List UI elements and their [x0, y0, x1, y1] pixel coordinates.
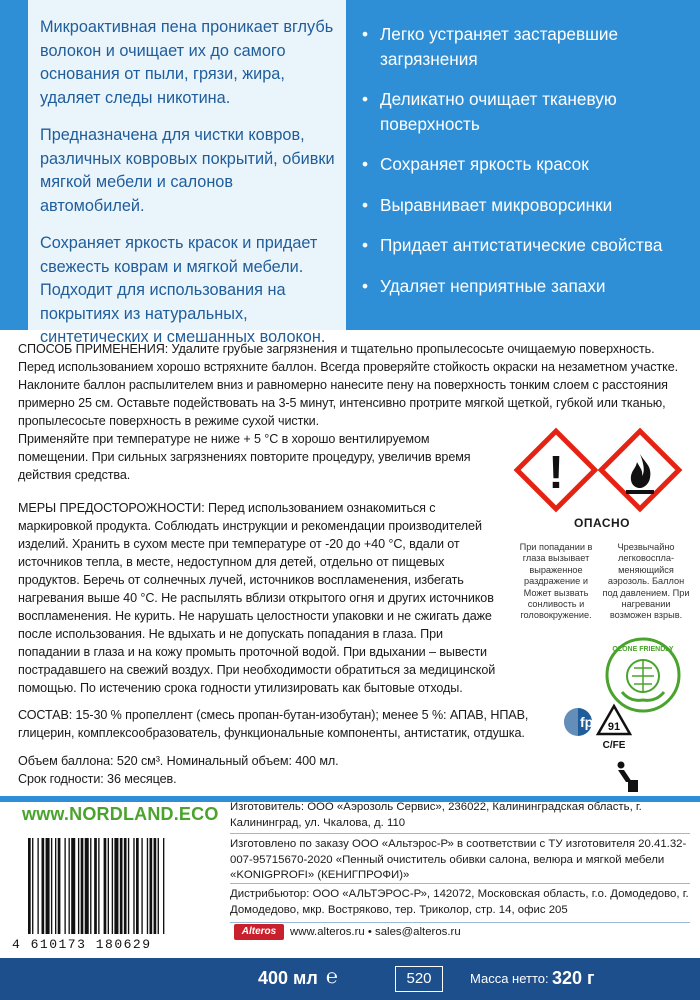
bottom-bar: [0, 958, 700, 1000]
trash-bin-icon: [612, 760, 640, 794]
precautions-text: МЕРЫ ПРЕДОСТОРОЖНОСТИ: Перед использованием ознакомиться с маркировкой продукта. Соблюдать инструкции и рекомендации производителей изделий. Хранить в сухом месте при температуре от -20 до +40 °С, вдали от источников тепла, в месте, недоступном для детей, отдельно от пищевых продуктов. Беречь от солнечных лучей, источников воспламенения, избегать нагревания выше 40 °С. Не распылять вблизи открытого огня и других источников воспламенения. Не курить. Не нарушать целостности упаковки и не сжигать даже после использования. Не вдыхать и не допускать попадания в глаза. При попадании в глаза и на кожу промыть проточной водой. При вдыхании – вывести пострадавшего на свежий воздух. При необходимости обратиться за медицинской помощью. По истечению срока годности утилизировать как бытовые отходы.: [18, 501, 496, 695]
info-divider: [230, 922, 690, 923]
contacts-text: www.alteros.ru • sales@alteros.ru: [290, 926, 461, 938]
alteros-logo: Alteros: [234, 924, 284, 940]
benefit-item: • Придает антистатические свойства: [360, 233, 690, 258]
volume-label: 400 мл: [258, 968, 318, 988]
benefit-item: • Деликатно очищает тканевую поверхность: [360, 87, 690, 136]
recycle-triangle-icon: [598, 706, 630, 751]
barcode-icon: [20, 836, 220, 936]
volume-code-box: 520: [395, 966, 443, 992]
benefit-item: • Удаляет неприятные запахи: [360, 274, 690, 299]
volume-info: Объем баллона: 520 см³. Номинальный объем: 400 мл.: [18, 754, 339, 768]
hazard-note-flammable: Чрезвычайно легковоспла-меняющийся аэрозоль. Баллон под давлением. При нагревании возможен взрыв.: [602, 542, 690, 621]
benefit-item: • Легко устраняет застаревшие загрязнения: [360, 22, 690, 71]
estimated-sign-icon: ℮: [326, 966, 339, 988]
usage-text-temperature: Применяйте при температуре не ниже + 5 °С в хорошо вентилируемом помещении. При сильных загрязнениях повторите процедуру, увеличив время действия средства.: [18, 432, 471, 482]
top-panel: [0, 0, 700, 346]
composition-text: СОСТАВ: 15-30 % пропеллент (смесь пропан-бутан-изобутан); менее 5 %: АПАВ, НПАВ, глицерин, комплексообразователь, функциональные компоненты, антистатик, отдушка.: [18, 708, 529, 740]
distributor-info: Дистрибьютор: ООО «АЛЬТЭРОС-Р», 142072, Московская область, г.о. Домодедово, г. Домодедово, мкр. Востряково, тер. Триколор, стр. 14, офис 205: [230, 888, 689, 916]
info-divider: [230, 833, 690, 834]
manufacturer-info: Изготовитель: ООО «Аэрозоль Сервис», 236022, Калининградская область, г. Калининград, ул. Чкалова, д. 110: [230, 801, 642, 829]
exclamation-mark-icon: !: [548, 446, 564, 498]
shelf-life: Срок годности: 36 месяцев.: [18, 772, 177, 786]
eac-mark-icon: [564, 708, 593, 736]
svg-text:C/FE: C/FE: [602, 740, 626, 751]
description-panel: [28, 0, 346, 346]
order-info: Изготовлено по заказу ООО «Альтэрос-Р» в соответствии с ТУ изготовителя 20.41.32-007-95715670-2020 «Пенный очиститель обивки салона, велюра и мягкой мебели «KONIGPROFI» (КЕНИГПРОФИ)»: [230, 838, 687, 881]
benefit-item: • Выравнивает микроворсинки: [360, 193, 690, 218]
hazard-note-irritation: При попадании в глаза вызывает выраженное раздражение и Может вызвать сонливость и головокружение.: [519, 542, 593, 621]
usage-text-main: СПОСОБ ПРИМЕНЕНИЯ: Удалите грубые загрязнения и тщательно пропылесосьте очищаемую поверхность. Перед использованием хорошо встряхните баллон. Всегда проверяйте стойкость окраски на незаметном участке. Наклоните баллон распылителем вниз и равномерно нанесите пену на поверхность тонким слоем с расстояния примерно 25 см. Оставьте подействовать на 3-5 минут, интенсивно протрите мягкой щеткой, губкой или тканью, пропылесосьте поверхность в режиме сухой чистки.: [18, 342, 679, 428]
danger-signal-word: ОПАСНО: [574, 516, 630, 530]
description-paragraph-1: Микроактивная пена проникает вглубь волокон и очищает их до самого основания от пыли, грязи, жира, удаляет следы никотина.: [40, 18, 334, 107]
certification-logos: [548, 700, 698, 760]
description-paragraph-2: Предназначена для чистки ковров, различных ковровых покрытий, обивки мягкой мебели и салонов автомобилей.: [40, 126, 335, 215]
barcode-number: 4 610173 180629: [12, 937, 152, 952]
ozone-friendly-label: OZONE FRIENDLY: [612, 646, 674, 653]
svg-text:91: 91: [607, 721, 621, 733]
benefit-item: • Сохраняет яркость красок: [360, 152, 690, 177]
info-divider: [230, 883, 690, 884]
website-link[interactable]: www.NORDLAND.ECO: [22, 804, 219, 824]
flame-icon: [610, 448, 670, 498]
benefits-list: [360, 22, 690, 314]
net-weight-value: 320 г: [552, 968, 595, 988]
net-weight-label: Масса нетто:: [470, 971, 549, 986]
svg-text:fp: fp: [580, 714, 594, 730]
description-paragraph-3: Сохраняет яркость красок и придает свежесть коврам и мягкой мебели. Подходит для использования на покрытиях из натуральных, синтетических и смешанных волокон.: [40, 234, 326, 346]
